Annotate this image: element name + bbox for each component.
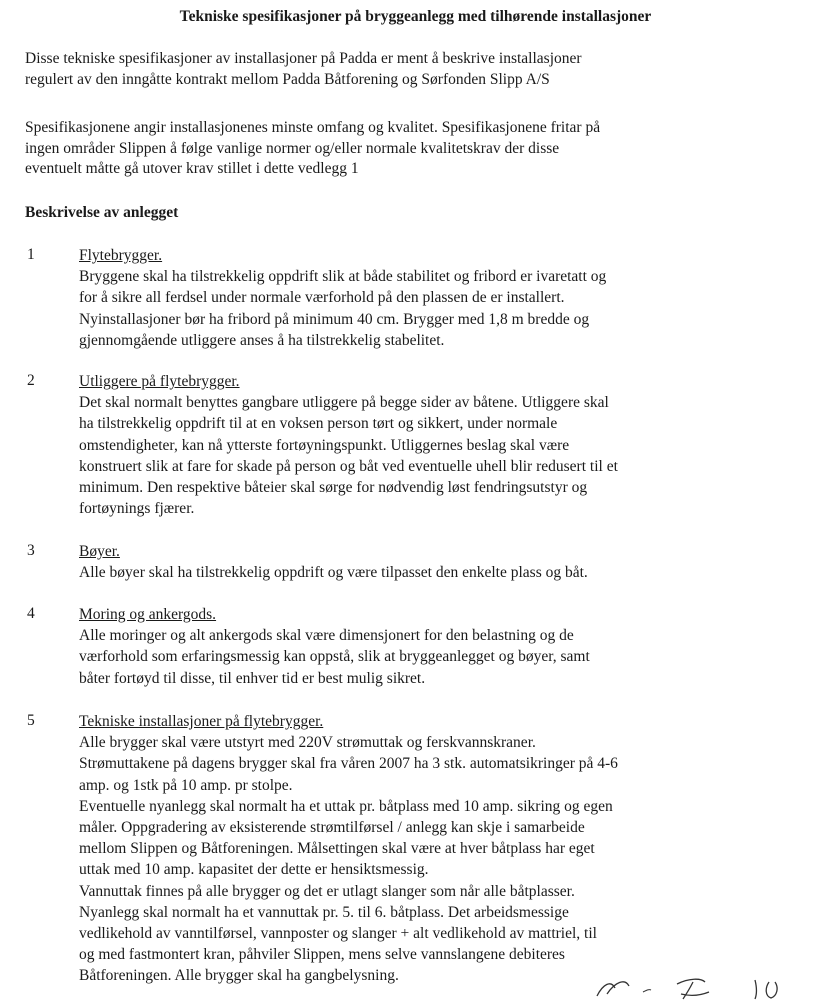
section-heading: Beskrivelse av anlegget — [25, 204, 179, 221]
item-flytebrygger — [79, 245, 819, 351]
item-number: 3 — [27, 542, 35, 559]
item-line: Alle moringer og alt ankergods skal være dimensjonert for den belastning og de — [79, 627, 574, 645]
handwritten-signature — [585, 974, 825, 1000]
spec-line: ingen områder Slippen å følge vanlige normer og/eller normale kvalitetskrav der disse — [25, 139, 560, 157]
item-line: Båtforeningen. Alle brygger skal ha gangbelysning. — [79, 967, 399, 985]
item-line: Det skal normalt benyttes gangbare utliggere på begge sider av båtene. Utliggere skal — [79, 394, 609, 412]
item-line: måler. Oppgradering av eksisterende strømtilførsel / anlegg kan skje i samarbeide — [79, 819, 585, 837]
item-line: værforhold som erfaringsmessig kan oppstå, slik at bryggeanlegget og bøyer, samt — [79, 648, 590, 666]
item-line: Bryggene skal ha tilstrekkelig oppdrift slik at både stabilitet og fribord er ivaretatt og — [79, 268, 607, 286]
item-line: gjennomgående utliggere anses å ha tilstrekkelig stabelitet. — [79, 331, 445, 349]
item-line: mellom Slippen og Båtforeningen. Målsettingen skal være at hver båtplass har eget — [79, 840, 595, 858]
item-number: 1 — [27, 246, 35, 263]
item-moring — [79, 604, 819, 689]
document-title: Tekniske spesifikasjoner på bryggeanlegg med tilhørende installasjoner — [179, 8, 652, 25]
item-line: Nyinstallasjoner bør ha fribord på minimum 40 cm. Brygger med 1,8 m bredde og — [79, 310, 590, 328]
spec-line: Spesifikasjonene angir installasjonenes minste omfang og kvalitet. Spesifikasjonene fritar på — [25, 119, 601, 136]
item-number: 4 — [27, 605, 35, 622]
item-line: minimum. Den respektive båteier skal sørge for nødvendig løst fendringsutstyr og — [79, 479, 588, 497]
item-line: og med fastmontert kran, påhviler Slippen, mens selve vannslangene debiteres — [79, 946, 565, 964]
intro-line: Disse tekniske spesifikasjoner av installasjoner på Padda er ment å beskrive installasjoner — [25, 50, 582, 67]
item-line: båter fortøyd til disse, til enhver tid er best mulig sikret. — [79, 669, 426, 687]
intro-line: regulert av den inngåtte kontrakt mellom Padda Båtforening og Sørfonden Slipp A/S — [25, 70, 550, 88]
item-line: Eventuelle nyanlegg skal normalt ha et uttak pr. båtplass med 10 amp. sikring og egen — [79, 797, 613, 815]
item-title: Flytebrygger. — [79, 247, 163, 264]
item-title: Utliggere på flytebrygger. — [79, 373, 240, 390]
spec-paragraph — [25, 118, 815, 180]
item-line: Alle brygger skal være utstyrt med 220V strømuttak og ferskvannskraner. — [79, 734, 536, 752]
item-line: Vannuttak finnes på alle brygger og det er utlagt slanger som når alle båtplasser. — [79, 882, 575, 900]
item-line: fortøynings fjærer. — [79, 500, 195, 518]
spec-line: eventuelt måtte gå utover krav stillet i dette vedlegg 1 — [25, 160, 359, 177]
item-line: for å sikre all ferdsel under normale værforhold på den plassen de er installert. — [79, 289, 565, 307]
item-tekniske-installasjoner — [79, 711, 819, 987]
item-line: Alle bøyer skal ha tilstrekkelig oppdrift og være tilpasset den enkelte plass og båt. — [79, 564, 588, 582]
item-utliggere — [79, 371, 819, 519]
item-number: 2 — [27, 372, 35, 389]
item-line: ha tilstrekkelig oppdrift til at en voksen person tørt og sikkert, under normale — [79, 415, 558, 433]
item-line: amp. og 1stk på 10 amp. pr stolpe. — [79, 776, 293, 794]
item-boyer — [79, 541, 819, 583]
intro-paragraph — [25, 49, 815, 90]
item-line: vedlikehold av vanntilførsel, vannposter og slanger + alt vedlikehold av mattriel, til — [79, 925, 597, 943]
item-line: uttak med 10 amp. kapasitet der dette er hensiktsmessig. — [79, 861, 429, 879]
item-line: Strømuttakene på dagens brygger skal fra våren 2007 ha 3 stk. automatsikringer på 4-6 — [79, 755, 618, 773]
item-line: konstruert slik at fare for skade på person og båt ved eventuelle uhell blir redusert til et — [79, 457, 618, 475]
item-title: Bøyer. — [79, 543, 120, 560]
item-number: 5 — [27, 712, 35, 729]
item-title: Moring og ankergods. — [79, 606, 217, 623]
item-line: Nyanlegg skal normalt ha et vannuttak pr. 5. til 6. båtplass. Det arbeidsmessige — [79, 903, 569, 921]
item-title: Tekniske installasjoner på flytebrygger. — [79, 713, 324, 730]
item-line: omstendigheter, kan nå ytterste fortøyningspunkt. Utliggernes beslag skal være — [79, 436, 570, 454]
